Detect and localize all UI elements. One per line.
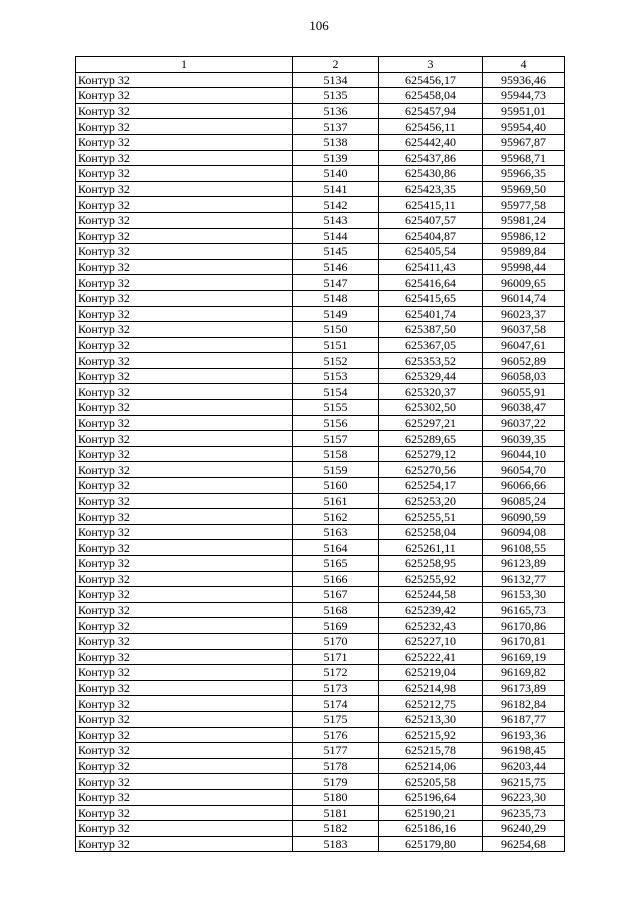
- x-coordinate-cell: 625190,21: [379, 805, 483, 821]
- y-coordinate-cell: 96240,29: [483, 821, 565, 837]
- table-row: [76, 212, 565, 228]
- y-coordinate-cell: 96123,89: [483, 556, 565, 572]
- x-coordinate-cell: 625186,16: [379, 821, 483, 837]
- table-row: [76, 478, 565, 494]
- point-number-cell: 5163: [293, 524, 379, 540]
- x-coordinate-cell: 625416,64: [379, 275, 483, 291]
- y-coordinate-cell: 96044,10: [483, 446, 565, 462]
- table-row: [76, 400, 565, 416]
- point-number-cell: 5166: [293, 571, 379, 587]
- contour-cell: Контур 32: [76, 789, 293, 805]
- contour-cell: Контур 32: [76, 524, 293, 540]
- contour-cell: Контур 32: [76, 805, 293, 821]
- x-coordinate-cell: 625222,41: [379, 649, 483, 665]
- x-coordinate-cell: 625456,11: [379, 119, 483, 135]
- point-number-cell: 5142: [293, 197, 379, 213]
- x-coordinate-cell: 625219,04: [379, 665, 483, 681]
- point-number-cell: 5177: [293, 743, 379, 759]
- point-number-cell: 5159: [293, 462, 379, 478]
- x-coordinate-cell: 625214,06: [379, 758, 483, 774]
- contour-cell: Контур 32: [76, 462, 293, 478]
- contour-cell: Контур 32: [76, 150, 293, 166]
- x-coordinate-cell: 625214,98: [379, 680, 483, 696]
- y-coordinate-cell: 96047,61: [483, 337, 565, 353]
- contour-cell: Контур 32: [76, 727, 293, 743]
- x-coordinate-cell: 625404,87: [379, 228, 483, 244]
- column-header-1: 1: [76, 57, 293, 73]
- contour-cell: Контур 32: [76, 384, 293, 400]
- y-coordinate-cell: 95986,12: [483, 228, 565, 244]
- point-number-cell: 5148: [293, 290, 379, 306]
- contour-cell: Контур 32: [76, 72, 293, 88]
- table-row: [76, 509, 565, 525]
- table-row: [76, 103, 565, 119]
- point-number-cell: 5158: [293, 446, 379, 462]
- x-coordinate-cell: 625215,92: [379, 727, 483, 743]
- point-number-cell: 5172: [293, 665, 379, 681]
- table-row: [76, 244, 565, 260]
- x-coordinate-cell: 625329,44: [379, 368, 483, 384]
- point-number-cell: 5165: [293, 556, 379, 572]
- x-coordinate-cell: 625411,43: [379, 259, 483, 275]
- y-coordinate-cell: 96054,70: [483, 462, 565, 478]
- x-coordinate-cell: 625423,35: [379, 181, 483, 197]
- contour-cell: Контур 32: [76, 197, 293, 213]
- table-row: [76, 415, 565, 431]
- point-number-cell: 5155: [293, 400, 379, 416]
- x-coordinate-cell: 625415,65: [379, 290, 483, 306]
- point-number-cell: 5156: [293, 415, 379, 431]
- y-coordinate-cell: 96223,30: [483, 789, 565, 805]
- table-row: [76, 353, 565, 369]
- point-number-cell: 5145: [293, 244, 379, 260]
- point-number-cell: 5181: [293, 805, 379, 821]
- x-coordinate-cell: 625212,75: [379, 696, 483, 712]
- y-coordinate-cell: 96058,03: [483, 368, 565, 384]
- y-coordinate-cell: 96132,77: [483, 571, 565, 587]
- point-number-cell: 5162: [293, 509, 379, 525]
- table-row: [76, 306, 565, 322]
- y-coordinate-cell: 95967,87: [483, 134, 565, 150]
- table-row: [76, 821, 565, 837]
- contour-cell: Контур 32: [76, 244, 293, 260]
- point-number-cell: 5180: [293, 789, 379, 805]
- table-row: [76, 259, 565, 275]
- y-coordinate-cell: 96055,91: [483, 384, 565, 400]
- point-number-cell: 5147: [293, 275, 379, 291]
- table-row: [76, 197, 565, 213]
- table-row: [76, 290, 565, 306]
- y-coordinate-cell: 96052,89: [483, 353, 565, 369]
- x-coordinate-cell: 625253,20: [379, 493, 483, 509]
- y-coordinate-cell: 95944,73: [483, 88, 565, 104]
- table-row: [76, 571, 565, 587]
- x-coordinate-cell: 625437,86: [379, 150, 483, 166]
- column-header-2: 2: [293, 57, 379, 73]
- x-coordinate-cell: 625458,04: [379, 88, 483, 104]
- y-coordinate-cell: 96014,74: [483, 290, 565, 306]
- y-coordinate-cell: 96198,45: [483, 743, 565, 759]
- contour-cell: Контур 32: [76, 478, 293, 494]
- point-number-cell: 5168: [293, 602, 379, 618]
- x-coordinate-cell: 625407,57: [379, 212, 483, 228]
- y-coordinate-cell: 96187,77: [483, 711, 565, 727]
- x-coordinate-cell: 625255,92: [379, 571, 483, 587]
- contour-cell: Контур 32: [76, 181, 293, 197]
- table-header-row: [76, 57, 565, 73]
- contour-cell: Контур 32: [76, 166, 293, 182]
- point-number-cell: 5150: [293, 322, 379, 338]
- contour-cell: Контур 32: [76, 571, 293, 587]
- table-row: [76, 228, 565, 244]
- y-coordinate-cell: 96039,35: [483, 431, 565, 447]
- contour-cell: Контур 32: [76, 758, 293, 774]
- x-coordinate-cell: 625244,58: [379, 587, 483, 603]
- contour-cell: Контур 32: [76, 774, 293, 790]
- y-coordinate-cell: 96037,58: [483, 322, 565, 338]
- table-row: [76, 556, 565, 572]
- table-row: [76, 322, 565, 338]
- point-number-cell: 5154: [293, 384, 379, 400]
- contour-cell: Контур 32: [76, 743, 293, 759]
- point-number-cell: 5161: [293, 493, 379, 509]
- x-coordinate-cell: 625387,50: [379, 322, 483, 338]
- point-number-cell: 5138: [293, 134, 379, 150]
- y-coordinate-cell: 95954,40: [483, 119, 565, 135]
- point-number-cell: 5176: [293, 727, 379, 743]
- contour-cell: Контур 32: [76, 696, 293, 712]
- x-coordinate-cell: 625270,56: [379, 462, 483, 478]
- table-row: [76, 587, 565, 603]
- contour-cell: Контур 32: [76, 431, 293, 447]
- column-header-3: 3: [379, 57, 483, 73]
- y-coordinate-cell: 96169,82: [483, 665, 565, 681]
- table-row: [76, 696, 565, 712]
- y-coordinate-cell: 95981,24: [483, 212, 565, 228]
- table-row: [76, 665, 565, 681]
- table-row: [76, 275, 565, 291]
- point-number-cell: 5179: [293, 774, 379, 790]
- contour-cell: Контур 32: [76, 509, 293, 525]
- y-coordinate-cell: 96038,47: [483, 400, 565, 416]
- x-coordinate-cell: 625213,30: [379, 711, 483, 727]
- point-number-cell: 5146: [293, 259, 379, 275]
- table-row: [76, 602, 565, 618]
- coordinates-table: [75, 56, 565, 852]
- contour-cell: Контур 32: [76, 322, 293, 338]
- contour-cell: Контур 32: [76, 119, 293, 135]
- contour-cell: Контур 32: [76, 306, 293, 322]
- table-row: [76, 711, 565, 727]
- x-coordinate-cell: 625353,52: [379, 353, 483, 369]
- contour-cell: Контур 32: [76, 103, 293, 119]
- point-number-cell: 5151: [293, 337, 379, 353]
- point-number-cell: 5134: [293, 72, 379, 88]
- x-coordinate-cell: 625179,80: [379, 836, 483, 852]
- contour-cell: Контур 32: [76, 88, 293, 104]
- table-row: [76, 789, 565, 805]
- x-coordinate-cell: 625196,64: [379, 789, 483, 805]
- x-coordinate-cell: 625261,11: [379, 540, 483, 556]
- point-number-cell: 5137: [293, 119, 379, 135]
- x-coordinate-cell: 625239,42: [379, 602, 483, 618]
- page-number: 106: [309, 18, 329, 33]
- table-row: [76, 181, 565, 197]
- point-number-cell: 5183: [293, 836, 379, 852]
- contour-cell: Контур 32: [76, 212, 293, 228]
- x-coordinate-cell: 625232,43: [379, 618, 483, 634]
- y-coordinate-cell: 96094,08: [483, 524, 565, 540]
- contour-cell: Контур 32: [76, 400, 293, 416]
- table-row: [76, 166, 565, 182]
- table-row: [76, 618, 565, 634]
- table-row: [76, 540, 565, 556]
- x-coordinate-cell: 625457,94: [379, 103, 483, 119]
- contour-cell: Контур 32: [76, 556, 293, 572]
- table-row: [76, 774, 565, 790]
- x-coordinate-cell: 625442,40: [379, 134, 483, 150]
- point-number-cell: 5140: [293, 166, 379, 182]
- contour-cell: Контур 32: [76, 665, 293, 681]
- contour-cell: Контур 32: [76, 415, 293, 431]
- table-body: [76, 57, 565, 852]
- contour-cell: Контур 32: [76, 493, 293, 509]
- x-coordinate-cell: 625297,21: [379, 415, 483, 431]
- point-number-cell: 5143: [293, 212, 379, 228]
- x-coordinate-cell: 625258,95: [379, 556, 483, 572]
- point-number-cell: 5149: [293, 306, 379, 322]
- y-coordinate-cell: 96169,19: [483, 649, 565, 665]
- contour-cell: Контур 32: [76, 368, 293, 384]
- point-number-cell: 5171: [293, 649, 379, 665]
- y-coordinate-cell: 96235,73: [483, 805, 565, 821]
- y-coordinate-cell: 96203,44: [483, 758, 565, 774]
- contour-cell: Контур 32: [76, 649, 293, 665]
- point-number-cell: 5175: [293, 711, 379, 727]
- table-row: [76, 150, 565, 166]
- y-coordinate-cell: 96254,68: [483, 836, 565, 852]
- table-row: [76, 446, 565, 462]
- table-row: [76, 134, 565, 150]
- contour-cell: Контур 32: [76, 836, 293, 852]
- contour-cell: Контур 32: [76, 540, 293, 556]
- contour-cell: Контур 32: [76, 618, 293, 634]
- contour-cell: Контур 32: [76, 290, 293, 306]
- y-coordinate-cell: 96108,55: [483, 540, 565, 556]
- table-row: [76, 462, 565, 478]
- contour-cell: Контур 32: [76, 259, 293, 275]
- x-coordinate-cell: 625255,51: [379, 509, 483, 525]
- x-coordinate-cell: 625279,12: [379, 446, 483, 462]
- contour-cell: Контур 32: [76, 337, 293, 353]
- y-coordinate-cell: 96090,59: [483, 509, 565, 525]
- table-row: [76, 758, 565, 774]
- contour-cell: Контур 32: [76, 587, 293, 603]
- x-coordinate-cell: 625302,50: [379, 400, 483, 416]
- table-row: [76, 524, 565, 540]
- point-number-cell: 5141: [293, 181, 379, 197]
- point-number-cell: 5136: [293, 103, 379, 119]
- x-coordinate-cell: 625415,11: [379, 197, 483, 213]
- y-coordinate-cell: 96173,89: [483, 680, 565, 696]
- contour-cell: Контур 32: [76, 353, 293, 369]
- point-number-cell: 5153: [293, 368, 379, 384]
- table-row: [76, 805, 565, 821]
- x-coordinate-cell: 625258,04: [379, 524, 483, 540]
- y-coordinate-cell: 95936,46: [483, 72, 565, 88]
- x-coordinate-cell: 625215,78: [379, 743, 483, 759]
- table-row: [76, 680, 565, 696]
- table-row: [76, 119, 565, 135]
- x-coordinate-cell: 625254,17: [379, 478, 483, 494]
- y-coordinate-cell: 96153,30: [483, 587, 565, 603]
- x-coordinate-cell: 625227,10: [379, 633, 483, 649]
- y-coordinate-cell: 96023,37: [483, 306, 565, 322]
- point-number-cell: 5135: [293, 88, 379, 104]
- point-number-cell: 5157: [293, 431, 379, 447]
- table-row: [76, 72, 565, 88]
- x-coordinate-cell: 625289,65: [379, 431, 483, 447]
- point-number-cell: 5167: [293, 587, 379, 603]
- contour-cell: Контур 32: [76, 134, 293, 150]
- y-coordinate-cell: 95968,71: [483, 150, 565, 166]
- column-header-4: 4: [483, 57, 565, 73]
- x-coordinate-cell: 625405,54: [379, 244, 483, 260]
- y-coordinate-cell: 96085,24: [483, 493, 565, 509]
- y-coordinate-cell: 96170,86: [483, 618, 565, 634]
- y-coordinate-cell: 96066,66: [483, 478, 565, 494]
- y-coordinate-cell: 95969,50: [483, 181, 565, 197]
- point-number-cell: 5173: [293, 680, 379, 696]
- table-row: [76, 836, 565, 852]
- table-row: [76, 88, 565, 104]
- x-coordinate-cell: 625401,74: [379, 306, 483, 322]
- table-row: [76, 384, 565, 400]
- y-coordinate-cell: 96165,73: [483, 602, 565, 618]
- table-row: [76, 493, 565, 509]
- x-coordinate-cell: 625430,86: [379, 166, 483, 182]
- point-number-cell: 5170: [293, 633, 379, 649]
- y-coordinate-cell: 95989,84: [483, 244, 565, 260]
- y-coordinate-cell: 96182,84: [483, 696, 565, 712]
- table-row: [76, 368, 565, 384]
- y-coordinate-cell: 95966,35: [483, 166, 565, 182]
- contour-cell: Контур 32: [76, 602, 293, 618]
- contour-cell: Контур 32: [76, 680, 293, 696]
- table-row: [76, 727, 565, 743]
- y-coordinate-cell: 95977,58: [483, 197, 565, 213]
- table-row: [76, 649, 565, 665]
- point-number-cell: 5178: [293, 758, 379, 774]
- table-row: [76, 633, 565, 649]
- point-number-cell: 5169: [293, 618, 379, 634]
- table-row: [76, 743, 565, 759]
- table-row: [76, 337, 565, 353]
- y-coordinate-cell: 96193,36: [483, 727, 565, 743]
- x-coordinate-cell: 625320,37: [379, 384, 483, 400]
- contour-cell: Контур 32: [76, 228, 293, 244]
- contour-cell: Контур 32: [76, 633, 293, 649]
- point-number-cell: 5152: [293, 353, 379, 369]
- contour-cell: Контур 32: [76, 275, 293, 291]
- point-number-cell: 5174: [293, 696, 379, 712]
- y-coordinate-cell: 96037,22: [483, 415, 565, 431]
- y-coordinate-cell: 96170,81: [483, 633, 565, 649]
- point-number-cell: 5160: [293, 478, 379, 494]
- x-coordinate-cell: 625367,05: [379, 337, 483, 353]
- point-number-cell: 5139: [293, 150, 379, 166]
- x-coordinate-cell: 625456,17: [379, 72, 483, 88]
- table-row: [76, 431, 565, 447]
- point-number-cell: 5182: [293, 821, 379, 837]
- point-number-cell: 5164: [293, 540, 379, 556]
- contour-cell: Контур 32: [76, 446, 293, 462]
- point-number-cell: 5144: [293, 228, 379, 244]
- contour-cell: Контур 32: [76, 821, 293, 837]
- contour-cell: Контур 32: [76, 711, 293, 727]
- x-coordinate-cell: 625205,58: [379, 774, 483, 790]
- y-coordinate-cell: 95951,01: [483, 103, 565, 119]
- y-coordinate-cell: 95998,44: [483, 259, 565, 275]
- y-coordinate-cell: 96009,65: [483, 275, 565, 291]
- y-coordinate-cell: 96215,75: [483, 774, 565, 790]
